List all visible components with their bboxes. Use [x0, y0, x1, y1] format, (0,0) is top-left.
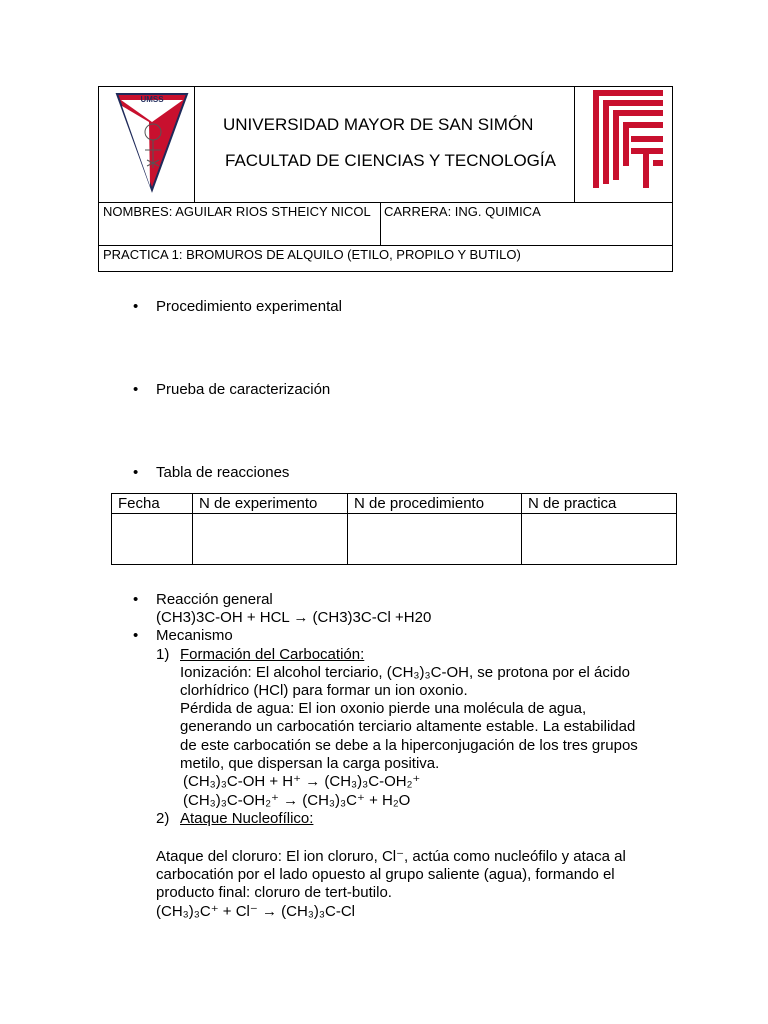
step1-line: generando un carbocatión terciario altamente estable. La estabilidad [180, 718, 636, 735]
table-header-experimento: N de experimento [199, 495, 318, 512]
step1-equation-2: (CH₃)₃C-OH₂⁺ → (CH₃)₃C⁺ + H₂O [183, 792, 411, 809]
step1-line: de este carbocatión se debe a la hiperconjugación de los tres grupos [180, 737, 638, 754]
header-table [98, 86, 673, 272]
table-header-procedimiento: N de procedimiento [354, 495, 485, 512]
step1-number: 1) [156, 646, 170, 663]
umss-logo [115, 90, 189, 194]
nombres-cell: NOMBRES: AGUILAR RIOS STHEICY NICOL [103, 204, 371, 219]
carrera-cell: CARRERA: ING. QUIMICA [384, 204, 541, 219]
reaccion-equation: (CH3)3C-OH + HCL → (CH3)3C-Cl +H20 [156, 609, 432, 626]
fcyt-logo [591, 88, 667, 190]
step1-line: Ionización: El alcohol terciario, (CH₃)₃C-OH, se protona por el ácido [180, 664, 630, 681]
step2-title: Ataque Nucleofílico: [180, 810, 314, 827]
header-divider [380, 203, 381, 245]
bullet-mecanismo: • Mecanismo [156, 627, 233, 645]
table-header-fecha: Fecha [118, 495, 160, 512]
step2-line: producto final: cloruro de tert-butilo. [156, 884, 392, 901]
step2-line: Ataque del cloruro: El ion cloruro, Cl⁻, actúa como nucleófilo y ataca al [156, 848, 626, 865]
step1-equation-1: (CH₃)₃C-OH + H⁺ → (CH₃)₃C-OH₂⁺ [183, 773, 421, 790]
header-divider [574, 87, 575, 202]
bullet-procedimiento: • Procedimiento experimental [156, 298, 342, 316]
header-divider [194, 87, 195, 202]
practica-cell: PRACTICA 1: BROMUROS DE ALQUILO (ETILO, PROPILO Y BUTILO) [103, 247, 521, 262]
reactions-table [111, 493, 677, 565]
bullet-reaccion-general: • Reacción general [156, 591, 273, 609]
bullet-prueba: • Prueba de caracterización [156, 381, 330, 399]
step2-number: 2) [156, 810, 170, 827]
step1-title: Formación del Carbocatión: [180, 646, 365, 663]
table-col-divider [347, 494, 348, 564]
step1-line: Pérdida de agua: El ion oxonio pierde una molécula de agua, [180, 700, 587, 717]
step1-line: metilo, que dispersan la carga positiva. [180, 755, 440, 772]
university-name: UNIVERSIDAD MAYOR DE SAN SIMÓN [223, 115, 534, 134]
table-header-practica: N de practica [528, 495, 617, 512]
bullet-tabla: • Tabla de reacciones [156, 464, 289, 482]
step1-line: clorhídrico (HCl) para formar un ion oxonio. [180, 682, 468, 699]
step2-line: carbocatión por el lado opuesto al grupo saliente (agua), formando el [156, 866, 615, 883]
step2-equation: (CH₃)₃C⁺ + Cl⁻ → (CH₃)₃C-Cl [156, 903, 355, 920]
table-col-divider [192, 494, 193, 564]
table-col-divider [521, 494, 522, 564]
umss-logo-text: UMSS [140, 95, 164, 104]
table-header-line [112, 513, 676, 514]
faculty-name: FACULTAD DE CIENCIAS Y TECNOLOGÍA [225, 151, 556, 170]
